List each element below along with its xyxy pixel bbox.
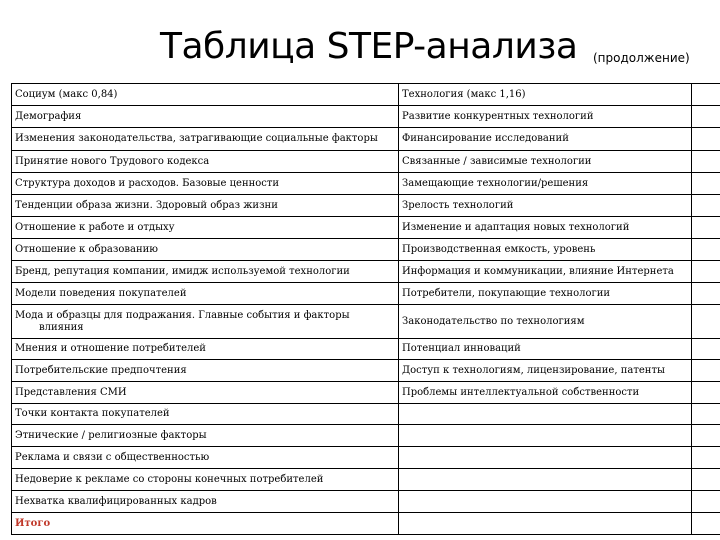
- technology-factor-cell: [399, 491, 692, 513]
- technology-factor-cell: Финансирование исследований: [399, 128, 692, 151]
- technology-factor-cell: Замещающие технологии/решения: [399, 173, 692, 195]
- technology-factor-cell: Законодательство по технологиям: [399, 305, 692, 339]
- table-row: [12, 491, 720, 513]
- table-row: [12, 339, 720, 360]
- social-factor-cell: Отношение к работе и отдыху: [12, 217, 399, 239]
- table-row: [12, 425, 720, 447]
- social-factor-cell: Принятие нового Трудового кодекса: [12, 151, 399, 173]
- score-cell: [692, 382, 720, 404]
- score-cell: [692, 84, 720, 106]
- score-cell: [692, 404, 720, 425]
- technology-factor-cell: Информация и коммуникации, влияние Интернета: [399, 261, 692, 283]
- technology-factor-cell: Связанные / зависимые технологии: [399, 151, 692, 173]
- technology-factor-cell: Доступ к технологиям, лицензирование, патенты: [399, 360, 692, 382]
- table-row: [12, 447, 720, 469]
- table-row: [12, 106, 720, 128]
- table-row: [12, 151, 720, 173]
- score-cell: [692, 339, 720, 360]
- table-row: [12, 84, 720, 106]
- table-row: [12, 195, 720, 217]
- score-cell: [692, 261, 720, 283]
- table-row: [12, 173, 720, 195]
- technology-factor-cell: Развитие конкурентных технологий: [399, 106, 692, 128]
- table-row: [12, 217, 720, 239]
- score-cell: [692, 425, 720, 447]
- social-factor-cell: Нехватка квалифицированных кадров: [12, 491, 399, 513]
- social-factor-cell: Этнические / религиозные факторы: [12, 425, 399, 447]
- technology-factor-cell: [399, 404, 692, 425]
- technology-factor-cell: [399, 513, 692, 535]
- score-cell: [692, 283, 720, 305]
- technology-factor-cell: Производственная емкость, уровень: [399, 239, 692, 261]
- social-factor-cell: Недоверие к рекламе со стороны конечных потребителей: [12, 469, 399, 491]
- technology-factor-cell: [399, 447, 692, 469]
- table-row: [12, 404, 720, 425]
- social-factor-line: Мода и образцы для подражания. Главные события и факторы: [15, 309, 350, 321]
- score-cell: [692, 305, 720, 339]
- score-cell: [692, 128, 720, 151]
- slide-title: Таблица STEP-анализа: [160, 26, 578, 67]
- social-factor-cell: Реклама и связи с общественностью: [12, 447, 399, 469]
- social-factor-cell: Точки контакта покупателей: [12, 404, 399, 425]
- social-factor-cell: Отношение к образованию: [12, 239, 399, 261]
- score-cell: [692, 239, 720, 261]
- social-factor-cell: Мнения и отношение потребителей: [12, 339, 399, 360]
- social-factor-cell: Демография: [12, 106, 399, 128]
- table-row: [12, 382, 720, 404]
- score-cell: [692, 447, 720, 469]
- score-cell: [692, 195, 720, 217]
- social-factor-cell: Бренд, репутация компании, имидж используемой технологии: [12, 261, 399, 283]
- score-cell: [692, 106, 720, 128]
- table-row: [12, 305, 720, 339]
- technology-factor-cell: Изменение и адаптация новых технологий: [399, 217, 692, 239]
- table-row: [12, 261, 720, 283]
- table-row: [12, 360, 720, 382]
- score-cell: [692, 469, 720, 491]
- total-label-cell: Итого: [12, 513, 399, 535]
- score-cell: [692, 491, 720, 513]
- technology-factor-cell: Потребители, покупающие технологии: [399, 283, 692, 305]
- technology-factor-cell: [399, 425, 692, 447]
- slide-subtitle: (продолжение): [593, 51, 690, 65]
- score-cell: [692, 513, 720, 535]
- table-row: [12, 239, 720, 261]
- social-factor-cell: Модели поведения покупателей: [12, 283, 399, 305]
- table-row: [12, 283, 720, 305]
- table-row: [12, 128, 720, 151]
- social-header-cell: Социум (макс 0,84): [12, 84, 399, 106]
- technology-factor-cell: Зрелость технологий: [399, 195, 692, 217]
- social-factor-cell: Структура доходов и расходов. Базовые ценности: [12, 173, 399, 195]
- score-cell: [692, 217, 720, 239]
- score-cell: [692, 173, 720, 195]
- table-row: [12, 469, 720, 491]
- social-factor-cell: Тенденции образа жизни. Здоровый образ жизни: [12, 195, 399, 217]
- score-cell: [692, 151, 720, 173]
- technology-header-cell: Технология (макс 1,16): [399, 84, 692, 106]
- score-cell: [692, 360, 720, 382]
- social-factor-cell: Представления СМИ: [12, 382, 399, 404]
- social-factor-cell: Потребительские предпочтения: [12, 360, 399, 382]
- social-factor-cell: [12, 305, 399, 339]
- social-factor-cell: Изменения законодательства, затрагивающие социальные факторы: [12, 128, 399, 151]
- technology-factor-cell: Потенциал инноваций: [399, 339, 692, 360]
- technology-factor-cell: Проблемы интеллектуальной собственности: [399, 382, 692, 404]
- step-analysis-table: [11, 83, 720, 535]
- table-row: [12, 513, 720, 535]
- technology-factor-cell: [399, 469, 692, 491]
- social-factor-line-continued: влияния: [39, 321, 84, 333]
